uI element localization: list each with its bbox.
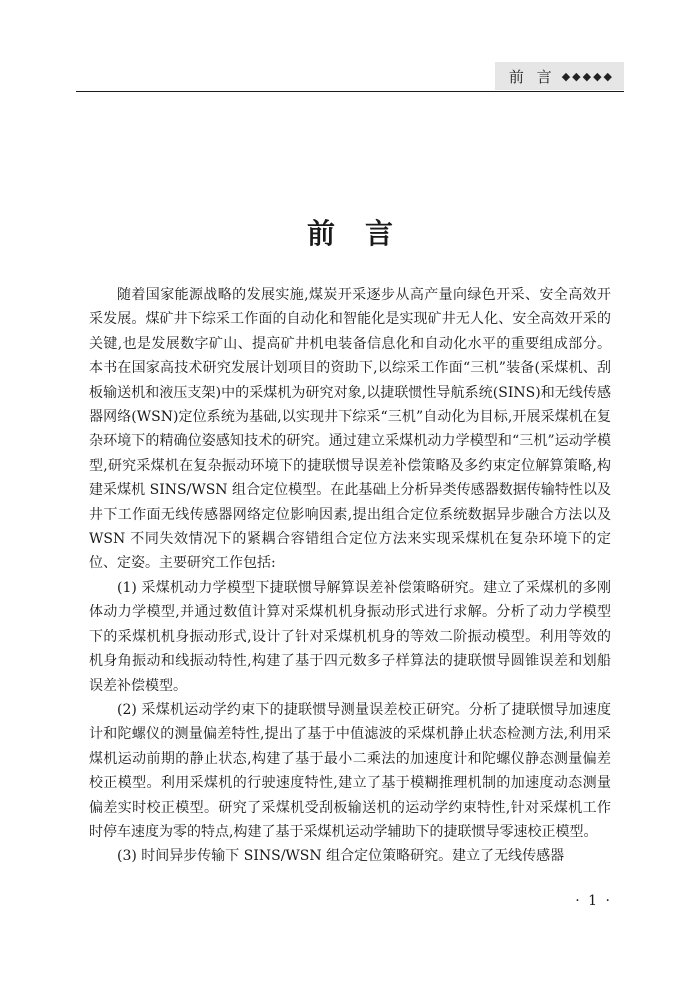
header-section-box [495,62,624,90]
paragraph-item-3: (3) 时间异步传输下 SINS/WSN 组合定位策略研究。建立了无线传感器 [117,848,565,865]
header-section-label: 前 言 [508,67,556,86]
page-title: 前言 [306,217,423,250]
header-rule [76,91,624,92]
paragraph-item-2: (2) 采煤机运动学约束下的捷联惯导测量误差校正研究。分析了捷联惯导加速度计和陀螺仪的测量偏差特性,提出了基于中值滤波的采煤机静止状态检测方法,利用采煤机运动前期的静止状态,构建了基于最小二乘法的加速度计和陀螺仪静态测量偏差校正模型。利用采煤机的行驶速度特性,建立了基于模糊推理机制的加速度动态测量偏差实时校正模型。研究了采煤机受刮板输送机的运动学约束特性,针对采煤机工作时停车速度为零的特点,构建了基于采煤机运动学辅助下的捷联惯导零速校正模型。 [89,701,611,840]
body-text [89,283,611,869]
paragraph-intro: 随着国家能源战略的发展实施,煤炭开采逐步从高产量向绿色开采、安全高效开采发展。煤矿井下综采工作面的自动化和智能化是实现矿井无人化、安全高效开采的关键,也是发展数字矿山、提高矿井机电装备信息化和自动化水平的重要组成部分。本书在国家高技术研究发展计划项目的资助下,以综采工作面“三机”装备(采煤机、刮板输送机和液压支架)中的采煤机为研究对象,以捷联惯性导航系统(SINS)和无线传感器网络(WSN)定位系统为基础,以实现井下综采“三机”自动化为目标,开展采煤机在复杂环境下的精确位姿感知技术的研究。通过建立采煤机动力学模型和“三机”运动学模型,研究采煤机在复杂振动环境下的捷联惯导误差补偿策略及多约束定位解算策略,构建采煤机 SINS/WSN 组合定位模型。在此基础上分析异类传感器数据传输特性以及井下工作面无线传感器网络定位影响因素,提出组合定位系统数据异步融合方法以及 WSN 不同失效情况下的紧耦合容错组合定位方法来实现采煤机在复杂环境下的定位、定姿。主要研究工作包括: [89,287,611,572]
diamond-ornament-icon: ◆◆◆◆◆ [561,69,614,83]
paragraph-item-1: (1) 采煤机动力学模型下捷联惯导解算误差补偿策略研究。建立了采煤机的多刚体动力学模型,并通过数值计算对采煤机机身振动形式进行求解。分析了动力学模型下的采煤机机身振动形式,设计了针对采煤机机身的等效二阶振动模型。利用等效的机身角振动和线振动特性,构建了基于四元数多子样算法的捷联惯导圆锥误差和划船误差补偿模型。 [89,579,611,694]
running-header [76,62,624,92]
page-number: · 1 · [575,893,612,909]
